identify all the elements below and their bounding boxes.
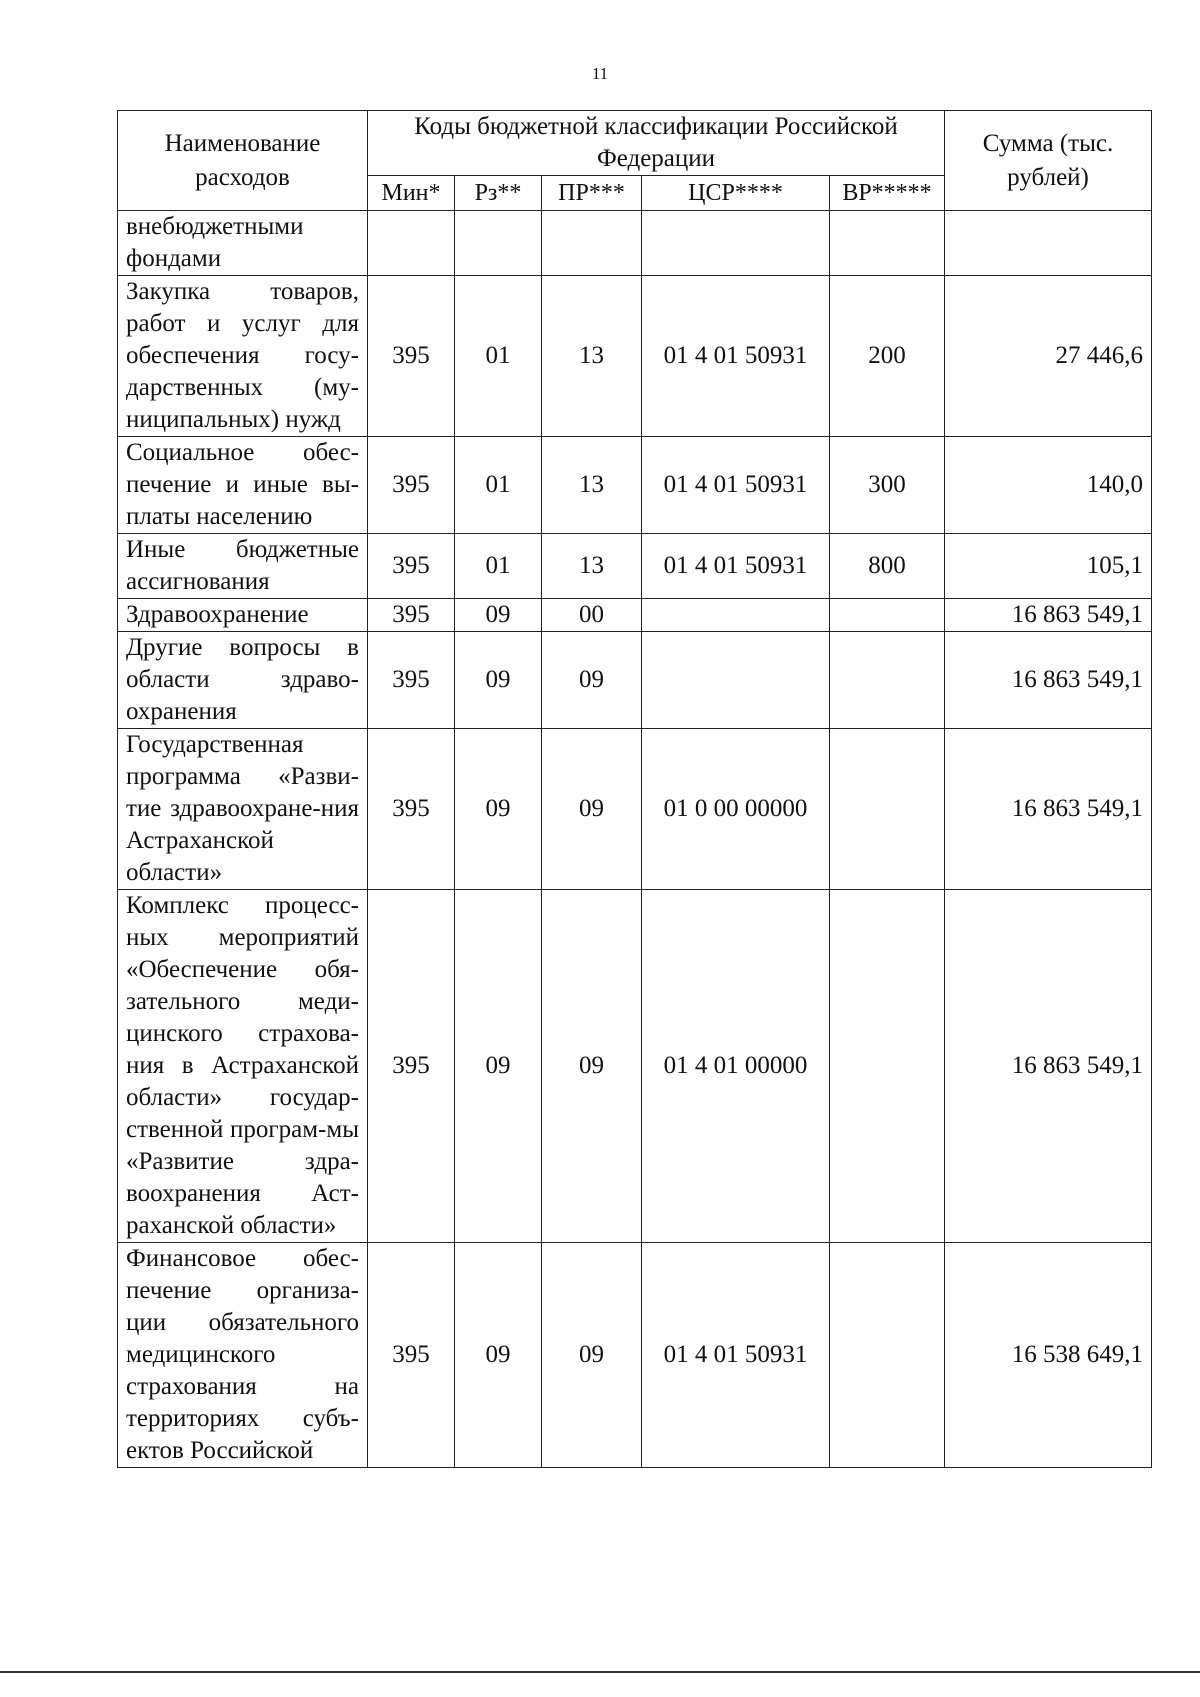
table-row [118, 599, 1152, 632]
row-vr: 300 [830, 437, 945, 534]
row-pr: 00 [542, 599, 642, 632]
header-min: Мин* [368, 176, 455, 211]
table-row [118, 632, 1152, 729]
row-pr: 09 [542, 890, 642, 1243]
table-row [118, 729, 1152, 890]
row-csr: 01 4 01 00000 [642, 890, 830, 1243]
footer-rule [0, 1671, 1200, 1673]
row-min: 395 [368, 437, 455, 534]
row-pr [542, 211, 642, 276]
row-csr [642, 632, 830, 729]
row-vr [830, 890, 945, 1243]
row-name: Государственная программа «Разви-тие здравоохране-ния Астраханской области» [118, 729, 368, 890]
row-min: 395 [368, 534, 455, 599]
row-csr: 01 4 01 50931 [642, 1243, 830, 1468]
row-csr: 01 4 01 50931 [642, 437, 830, 534]
row-vr: 800 [830, 534, 945, 599]
row-pr: 13 [542, 437, 642, 534]
table-row [118, 437, 1152, 534]
row-sum: 16 863 549,1 [945, 890, 1152, 1243]
table-row [118, 890, 1152, 1243]
row-name: Другие вопросы в области здраво-охранения [118, 632, 368, 729]
row-min: 395 [368, 890, 455, 1243]
header-name: Наименование расходов [118, 111, 368, 211]
row-rz: 09 [455, 890, 542, 1243]
row-csr [642, 211, 830, 276]
row-sum: 16 538 649,1 [945, 1243, 1152, 1468]
row-vr [830, 1243, 945, 1468]
header-vr: ВР***** [830, 176, 945, 211]
header-pr: ПР*** [542, 176, 642, 211]
row-pr: 09 [542, 1243, 642, 1468]
row-csr: 01 4 01 50931 [642, 534, 830, 599]
row-rz: 01 [455, 534, 542, 599]
budget-table [117, 110, 1152, 1468]
row-pr: 13 [542, 534, 642, 599]
header-sum: Сумма (тыс. рублей) [945, 111, 1152, 211]
header-codes: Коды бюджетной классификации Российской Федерации [368, 111, 945, 176]
row-vr [830, 729, 945, 890]
table-header [118, 111, 1152, 211]
row-pr: 13 [542, 276, 642, 437]
row-vr [830, 211, 945, 276]
row-min [368, 211, 455, 276]
row-vr [830, 599, 945, 632]
row-min: 395 [368, 599, 455, 632]
row-sum [945, 211, 1152, 276]
page-number: 11 [591, 64, 609, 83]
row-rz [455, 211, 542, 276]
row-pr: 09 [542, 632, 642, 729]
row-name: Финансовое обес-печение организа-ции обязательного медицинского страхования на территориях субъ-ектов Российской [118, 1243, 368, 1468]
table-row [118, 276, 1152, 437]
table-row [118, 534, 1152, 599]
row-sum: 105,1 [945, 534, 1152, 599]
row-sum: 140,0 [945, 437, 1152, 534]
table-body [118, 211, 1152, 1468]
row-pr: 09 [542, 729, 642, 890]
row-rz: 09 [455, 1243, 542, 1468]
row-name: Здравоохранение [118, 599, 368, 632]
row-rz: 01 [455, 437, 542, 534]
row-csr: 01 4 01 50931 [642, 276, 830, 437]
row-min: 395 [368, 276, 455, 437]
row-name: Социальное обес-печение и иные вы-платы населению [118, 437, 368, 534]
row-vr: 200 [830, 276, 945, 437]
row-sum: 16 863 549,1 [945, 632, 1152, 729]
row-csr: 01 0 00 00000 [642, 729, 830, 890]
row-min: 395 [368, 1243, 455, 1468]
row-min: 395 [368, 632, 455, 729]
row-name: Комплекс процесс-ных мероприятий «Обеспечение обя-зательного меди-цинского страхова-ния в Астраханской области» государ-ственной програм-мы «Развитие здра-воохранения Аст-раханской области» [118, 890, 368, 1243]
row-sum: 16 863 549,1 [945, 599, 1152, 632]
table-row [118, 1243, 1152, 1468]
row-name: Иные бюджетные ассигнования [118, 534, 368, 599]
header-rz: Рз** [455, 176, 542, 211]
row-rz: 09 [455, 599, 542, 632]
row-sum: 27 446,6 [945, 276, 1152, 437]
row-name: внебюджетными фондами [118, 211, 368, 276]
header-csr: ЦСР**** [642, 176, 830, 211]
row-name: Закупка товаров, работ и услуг для обеспечения госу-дарственных (му-ниципальных) нужд [118, 276, 368, 437]
row-csr [642, 599, 830, 632]
row-rz: 09 [455, 632, 542, 729]
row-sum: 16 863 549,1 [945, 729, 1152, 890]
row-min: 395 [368, 729, 455, 890]
row-vr [830, 632, 945, 729]
row-rz: 09 [455, 729, 542, 890]
table-row [118, 211, 1152, 276]
row-rz: 01 [455, 276, 542, 437]
